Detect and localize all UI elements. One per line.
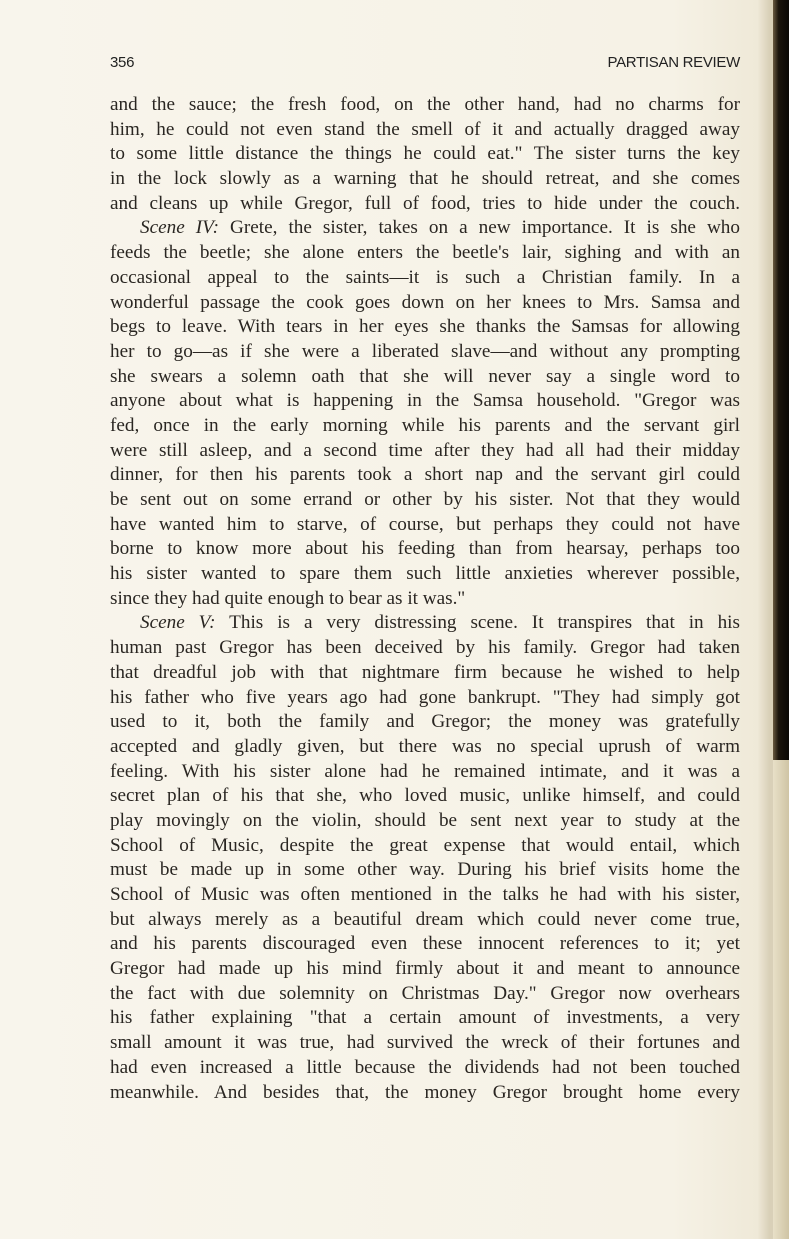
- text-line: [110, 463, 740, 488]
- text-line: [110, 932, 740, 957]
- line-text: Gregor had made up his mind firmly about it and meant to announce: [110, 958, 740, 980]
- line-text: his father who five years ago had gone bankrupt. "They had simply got: [110, 686, 740, 708]
- text-line: [110, 1056, 740, 1081]
- running-title: PARTISAN REVIEW: [607, 54, 740, 71]
- text-line: [110, 488, 740, 513]
- line-text: Grete, the sister, takes on a new importance. It is she who: [219, 217, 740, 239]
- text-line: [110, 735, 740, 760]
- line-text: have wanted him to starve, of course, but perhaps they could not have: [110, 513, 740, 535]
- line-text: School of Music, despite the great expense that would entail, which: [110, 834, 740, 856]
- line-text: in the lock slowly as a warning that he should retreat, and she comes: [110, 168, 740, 190]
- line-text: and the sauce; the fresh food, on the other hand, had no charms for: [110, 94, 740, 115]
- text-line: [110, 957, 740, 982]
- page-number: 356: [110, 54, 135, 71]
- line-text: small amount it was true, had survived the wreck of their fortunes and: [110, 1032, 740, 1054]
- line-text: human past Gregor has been deceived by his family. Gregor had taken: [110, 637, 740, 659]
- line-text: occasional appeal to the saints—it is such a Christian family. In a: [110, 266, 740, 288]
- text-line: [110, 365, 740, 390]
- line-text: feeling. With his sister alone had he remained intimate, and it was a: [110, 760, 740, 782]
- line-text: anyone about what is happening in the Samsa household. "Gregor was: [110, 390, 740, 412]
- line-text: his father explaining "that a certain amount of investments, a very: [110, 1007, 740, 1029]
- text-line: [110, 414, 740, 439]
- line-text: secret plan of his that she, who loved music, unlike himself, and could: [110, 785, 740, 807]
- line-text: and his parents discouraged even these innocent references to it; yet: [110, 933, 740, 955]
- line-text: she swears a solemn oath that she will never say a single word to: [110, 365, 740, 387]
- text-line: [110, 784, 740, 809]
- line-text: and cleans up while Gregor, full of food, tries to hide under the couch.: [110, 192, 740, 214]
- text-line: [110, 908, 740, 933]
- text-line: [110, 636, 740, 661]
- page-edge-shadow: [773, 760, 789, 1239]
- body-text: [110, 93, 740, 1105]
- running-header: [110, 54, 740, 74]
- text-line: [110, 315, 740, 340]
- line-text: feeds the beetle; she alone enters the beetle's lair, sighing and with an: [110, 242, 740, 264]
- text-line: [110, 809, 740, 834]
- line-text: must be made up in some other way. During his brief visits home the: [110, 859, 740, 881]
- text-line: [110, 142, 740, 167]
- line-text: dinner, for then his parents took a short nap and the servant girl could: [110, 464, 740, 486]
- line-text: the fact with due solemnity on Christmas Day." Gregor now overhears: [110, 982, 740, 1004]
- line-text: that dreadful job with that nightmare firm because he wished to help: [110, 661, 740, 683]
- line-text: This is a very distressing scene. It transpires that in his: [215, 612, 740, 634]
- text-line: [110, 216, 740, 241]
- scene-label: Scene V:: [140, 612, 216, 634]
- line-text: play movingly on the violin, should be sent next year to study at the: [110, 809, 740, 831]
- text-line: [110, 1031, 740, 1056]
- line-text: but always merely as a beautiful dream which could never come true,: [110, 908, 740, 930]
- text-line: [110, 710, 740, 735]
- text-line: [110, 192, 740, 217]
- text-line: [110, 241, 740, 266]
- text-line: [110, 760, 740, 785]
- text-line: [110, 834, 740, 859]
- text-line: [110, 439, 740, 464]
- text-line: [110, 266, 740, 291]
- line-text: used to it, both the family and Gregor; the money was gratefully: [110, 711, 740, 733]
- text-line: [110, 661, 740, 686]
- text-line: [110, 883, 740, 908]
- text-line: [110, 1081, 740, 1106]
- line-text: wonderful passage the cook goes down on her knees to Mrs. Samsa and: [110, 291, 740, 313]
- text-line: [110, 167, 740, 192]
- line-text: begs to leave. With tears in her eyes she thanks the Samsas for allowing: [110, 316, 740, 338]
- line-text: had even increased a little because the dividends had not been touched: [110, 1056, 740, 1078]
- line-text: since they had quite enough to bear as it was.": [110, 587, 466, 609]
- scene-label: Scene IV:: [140, 217, 220, 239]
- line-text: were still asleep, and a second time after they had all had their midday: [110, 439, 740, 461]
- line-text: meanwhile. And besides that, the money Gregor brought home every: [110, 1081, 740, 1103]
- line-text: accepted and gladly given, but there was no special uprush of warm: [110, 735, 740, 757]
- text-line: [110, 389, 740, 414]
- line-text: to some little distance the things he could eat." The sister turns the key: [110, 143, 740, 165]
- line-text: her to go—as if she were a liberated slave—and without any prompting: [110, 340, 740, 362]
- text-line: [110, 93, 740, 118]
- line-text: School of Music was often mentioned in the talks he had with his sister,: [110, 884, 740, 905]
- line-text: be sent out on some errand or other by his sister. Not that they would: [110, 489, 740, 510]
- line-text: fed, once in the early morning while his parents and the servant girl: [110, 414, 740, 436]
- line-text: his sister wanted to spare them such little anxieties wherever possible,: [110, 563, 740, 585]
- text-line: [110, 291, 740, 316]
- text-line: [110, 686, 740, 711]
- text-line: [110, 562, 740, 587]
- text-line: [110, 1006, 740, 1031]
- text-line: [110, 340, 740, 365]
- text-line: [110, 513, 740, 538]
- text-line: [110, 537, 740, 562]
- text-line: [110, 587, 740, 612]
- text-line: [110, 982, 740, 1007]
- line-text: borne to know more about his feeding than from hearsay, perhaps too: [110, 538, 740, 560]
- text-line: [110, 611, 740, 636]
- line-text: him, he could not even stand the smell of it and actually dragged away: [110, 118, 740, 140]
- text-line: [110, 118, 740, 143]
- text-line: [110, 858, 740, 883]
